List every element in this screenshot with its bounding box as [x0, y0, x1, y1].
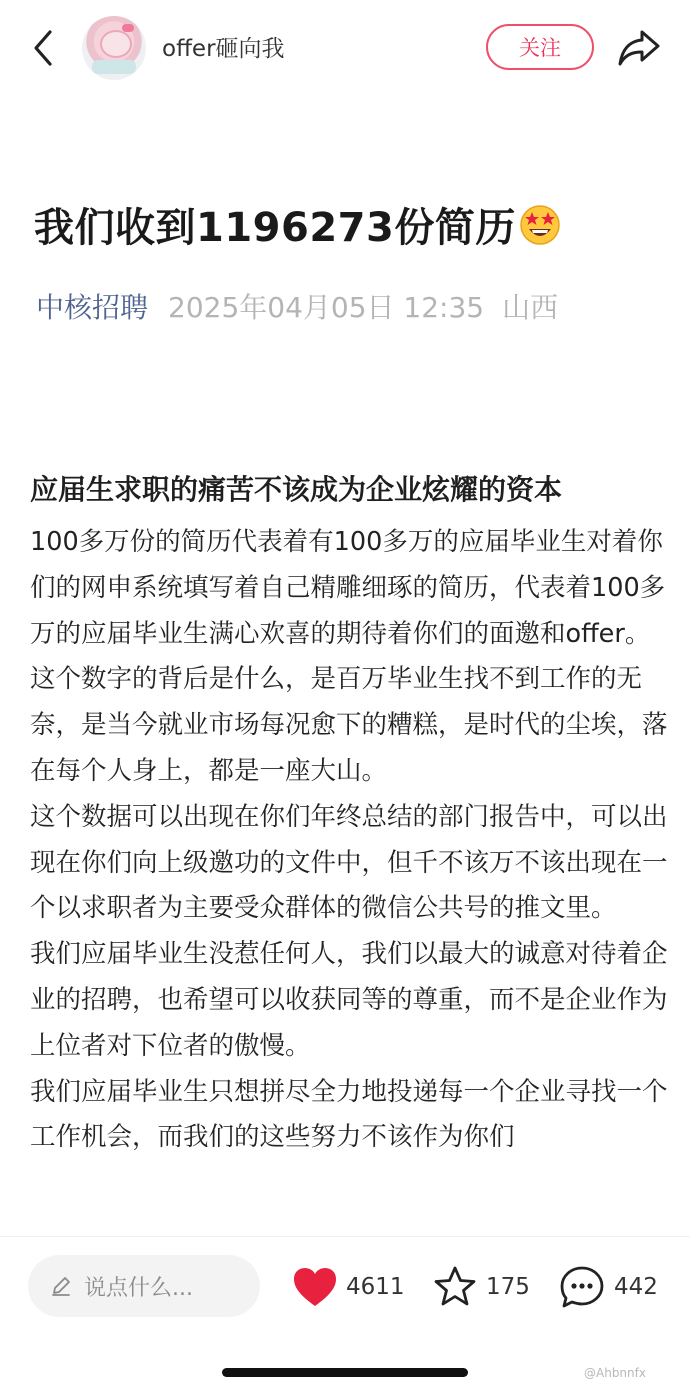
back-arrow-icon[interactable] [24, 28, 64, 68]
publish-location: 山西 [502, 291, 559, 324]
heart-icon [292, 1266, 338, 1308]
home-indicator [222, 1368, 468, 1377]
like-count: 4611 [346, 1274, 405, 1300]
publish-date: 2025年04月05日 12:35 [168, 291, 485, 324]
paragraph: 我们应届毕业生没惹任何人，我们以最大的诚意对待着企业的招聘，也希望可以收获同等的尊重，而不是企业作为上位者对下位者的傲慢。 [30, 939, 668, 1061]
watermark: @Ahbnnfx [584, 1366, 646, 1380]
comment-bubble-icon [558, 1264, 606, 1310]
paragraph: 100多万份的简历代表着有100多万的应届毕业生对着你们的网申系统填写着自己精雕细琢的简历，代表着100多万的应届毕业生满心欢喜的期待着你们的面邀和offer。 [30, 527, 666, 649]
follow-button[interactable]: 关注 [486, 24, 594, 70]
paragraph: 这个数字的背后是什么，是百万毕业生找不到工作的无奈，是当今就业市场每况愈下的糟糕，是时代的尘埃，落在每个人身上，都是一座大山。 [30, 664, 668, 786]
top-nav-bar [0, 0, 690, 100]
pencil-icon [50, 1275, 72, 1297]
comment-input[interactable] [28, 1255, 260, 1317]
paragraph: 我们应届毕业生只想拼尽全力地投递每一个企业寻找一个工作机会，而我们的这些努力不该作为你们 [30, 1076, 668, 1153]
paragraph: 这个数据可以出现在你们年终总结的部门报告中，可以出现在你们向上级邀功的文件中，但千不该万不该出现在一个以求职者为主要受众群体的微信公共号的推文里。 [30, 801, 668, 924]
comment-placeholder: 说点什么... [84, 1275, 193, 1301]
star-icon [432, 1264, 478, 1310]
star-struck-emoji-icon [518, 203, 562, 247]
comments-button[interactable] [558, 1263, 658, 1311]
article-meta [36, 286, 558, 326]
article-title [34, 196, 562, 253]
author-name[interactable]: offer砸向我 [162, 36, 285, 62]
article-subtitle: 应届生求职的痛苦不该成为企业炫耀的资本 [30, 473, 563, 506]
like-button[interactable] [292, 1263, 405, 1311]
favorite-button[interactable] [432, 1263, 530, 1311]
source-account-link[interactable]: 中核招聘 [36, 291, 149, 324]
avatar[interactable] [82, 16, 146, 80]
bottom-action-bar [0, 1236, 690, 1337]
article-title-text: 我们收到1196273份简历 [34, 205, 516, 251]
share-icon[interactable] [616, 26, 662, 68]
article-body [30, 520, 670, 1238]
comment-count: 442 [614, 1274, 658, 1300]
favorite-count: 175 [486, 1274, 530, 1300]
